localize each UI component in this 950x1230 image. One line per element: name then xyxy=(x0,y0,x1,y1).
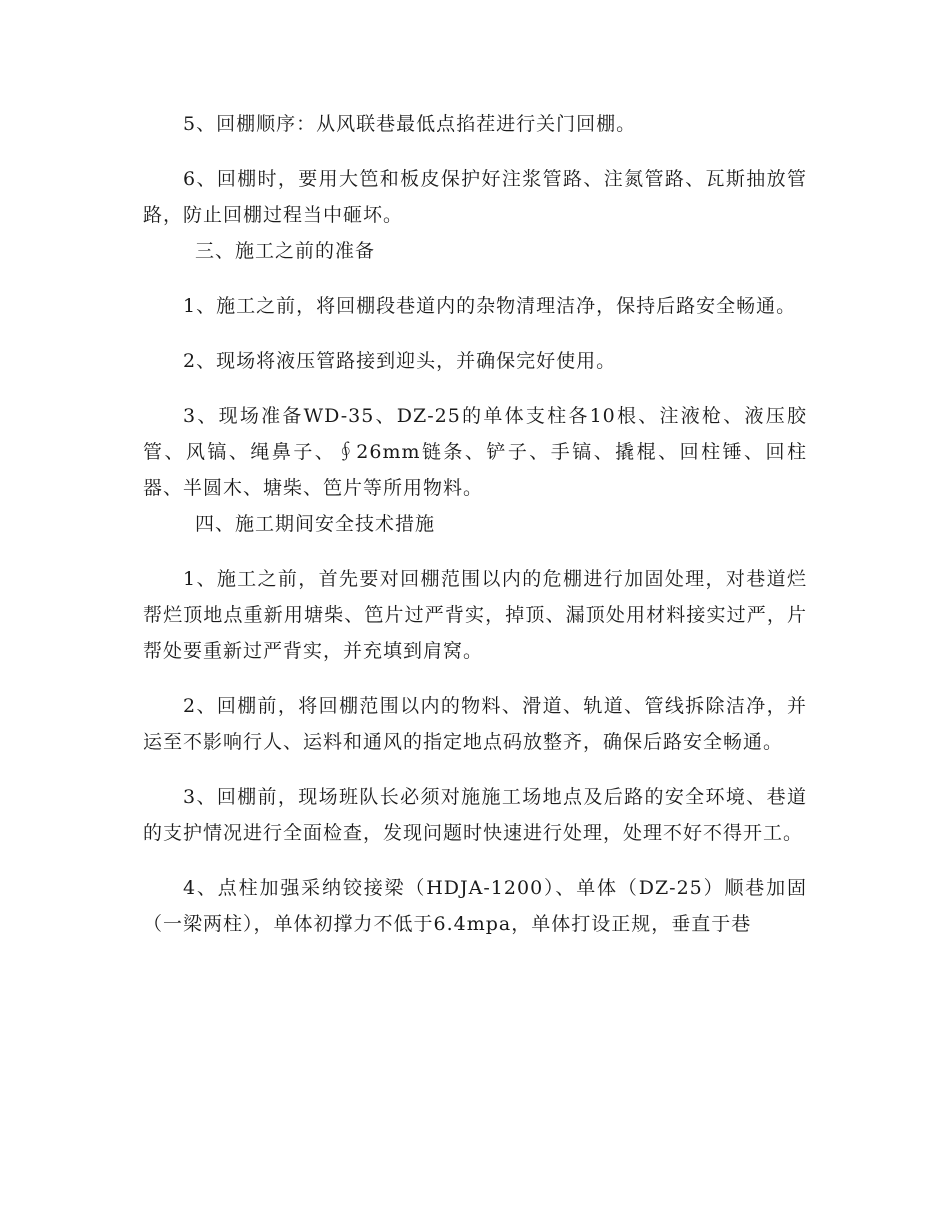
paragraph-reinforce-sheds: 1、施工之前，首先要对回棚范围以内的危棚进行加固处理，对巷道烂帮烂顶地点重新用塘柴、笆片过严背实，掉顶、漏顶处用材料接实过严，片帮处要重新过严背实，并充填到肩窝。 xyxy=(143,568,807,662)
paragraph-hydraulic-pipe: 2、现场将液压管路接到迎头，并确保完好使用。 xyxy=(183,350,617,372)
document-body xyxy=(143,106,807,942)
section-heading-preparation: 三、施工之前的准备 xyxy=(195,240,376,262)
paragraph-remove-materials: 2、回棚前，将回棚范围以内的物料、滑道、轨道、管线拆除洁净，并运至不影响行人、运料和通风的指定地点码放整齐，确保后路安全畅通。 xyxy=(143,695,807,753)
paragraph-pipe-protection: 6、回棚时，要用大笆和板皮保护好注浆管路、注氮管路、瓦斯抽放管路，防止回棚过程当中砸坏。 xyxy=(143,168,807,226)
paragraph-materials: 3、现场准备WD-35、DZ-25的单体支柱各10根、注液枪、液压胶管、风镐、绳鼻子、∮26mm链条、铲子、手镐、撬棍、回柱锤、回柱器、半圆木、塘柴、笆片等所用物料。 xyxy=(143,405,807,499)
paragraph-clear-roadway: 1、施工之前，将回棚段巷道内的杂物清理洁净，保持后路安全畅通。 xyxy=(183,295,797,317)
paragraph-recovery-order: 5、回棚顺序：从风联巷最低点掐茬进行关门回棚。 xyxy=(183,113,637,135)
paragraph-inspection: 3、回棚前，现场班队长必须对施施工场地点及后路的安全环境、巷道的支护情况进行全面检查，发现问题时快速进行处理，处理不好不得开工。 xyxy=(143,786,807,844)
section-heading-safety-measures: 四、施工期间安全技术措施 xyxy=(195,513,436,535)
paragraph-point-column: 4、点柱加强采纳铰接梁（HDJA-1200）、单体（DZ-25）顺巷加固（一梁两柱），单体初撑力不低于6.4mpa，单体打设正规，垂直于巷 xyxy=(143,877,807,935)
